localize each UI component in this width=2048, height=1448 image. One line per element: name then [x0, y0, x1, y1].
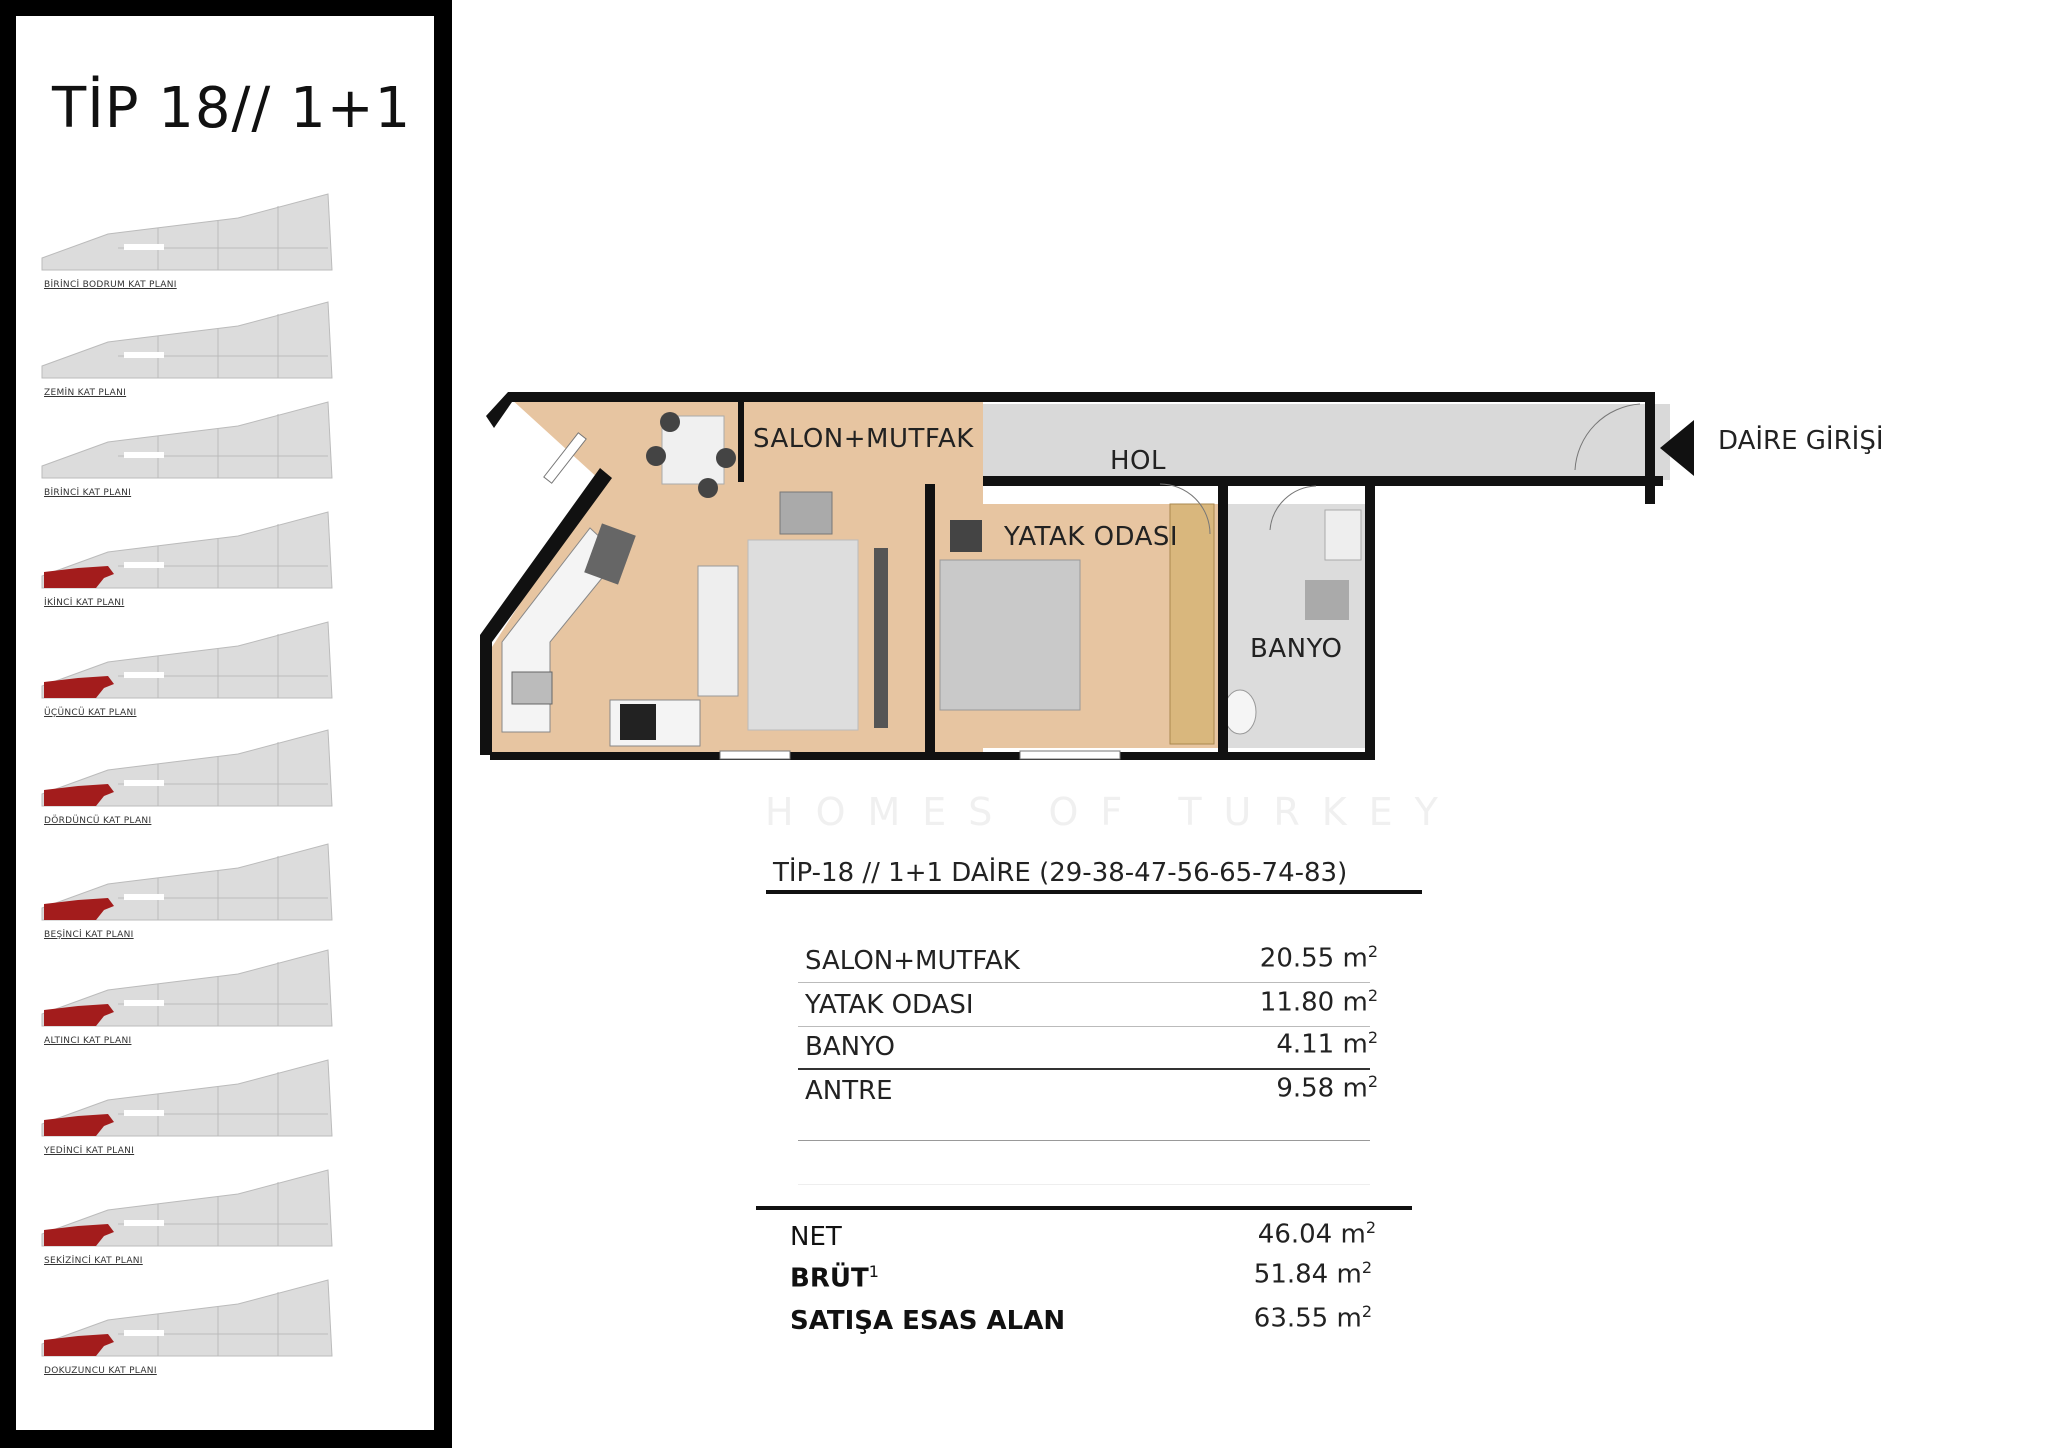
floor-plan-label: BİRİNCİ BODRUM KAT PLANI — [44, 280, 177, 290]
floor-plan-label: ÜÇÜNCÜ KAT PLANI — [44, 708, 137, 718]
tv-unit-icon — [874, 548, 888, 728]
key-plan-drawing — [38, 396, 348, 486]
sale-area-value: 63.55 $m^2$ — [1253, 1302, 1372, 1334]
unit-type-title: TİP 18// 1+1 — [52, 76, 412, 141]
floor-key-plan — [38, 1274, 348, 1384]
floor-key-plan — [38, 296, 348, 406]
room-label-yatak: YATAK ODASI — [1004, 522, 1179, 552]
washbasin-icon — [1325, 510, 1361, 560]
floor-plan-label: YEDİNCİ KAT PLANI — [44, 1146, 135, 1156]
nightstand-icon — [950, 520, 982, 552]
window-icon — [720, 751, 790, 759]
key-plan-drawing — [38, 296, 348, 386]
floor-key-plan — [38, 944, 348, 1054]
area-row-rule — [798, 1026, 1370, 1027]
watermark: HOMES OF TURKEY — [765, 790, 1460, 834]
entry-label: DAİRE GİRİŞİ — [1718, 426, 1884, 456]
floor-key-plan — [38, 1054, 348, 1164]
key-plan-drawing — [38, 944, 348, 1034]
chair-icon — [716, 448, 736, 468]
chair-icon — [660, 412, 680, 432]
key-plan-drawing — [38, 188, 348, 278]
floor-key-plan — [38, 724, 348, 834]
floor-plan-label: ZEMİN KAT PLANI — [44, 388, 127, 398]
key-plan-drawing — [38, 1164, 348, 1254]
totals-rule — [756, 1206, 1412, 1210]
key-plan-drawing — [38, 724, 348, 814]
net-label: NET — [790, 1222, 842, 1252]
sink-icon — [512, 672, 552, 704]
sofa-icon — [698, 566, 738, 696]
armchair-icon — [780, 492, 832, 534]
floor-plan-label: DÖRDÜNCÜ KAT PLANI — [44, 816, 152, 826]
floor-key-plan — [38, 616, 348, 726]
brut-label: BRÜT$^1$ — [790, 1262, 879, 1294]
floor-plan-label: SEKİZİNCİ KAT PLANI — [44, 1256, 143, 1266]
title-rule — [766, 890, 1422, 894]
chair-icon — [646, 446, 666, 466]
brut-value: 51.84 $m^2$ — [1253, 1258, 1372, 1290]
floor-key-plan — [38, 838, 348, 948]
cooktop-icon — [620, 704, 656, 740]
chair-icon — [698, 478, 718, 498]
floor-key-plan — [38, 506, 348, 616]
floor-plan-label: DOKUZUNCU KAT PLANI — [44, 1366, 157, 1376]
toilet-icon — [1224, 690, 1256, 734]
key-plan-drawing — [38, 838, 348, 928]
area-row-name: SALON+MUTFAK — [805, 946, 1020, 976]
area-row-name: YATAK ODASI — [805, 990, 974, 1020]
entry-arrow-icon — [1660, 420, 1694, 476]
floor-plan-label: BEŞİNCİ KAT PLANI — [44, 930, 134, 940]
room-label-hol: HOL — [1110, 446, 1167, 476]
room-label-banyo: BANYO — [1250, 634, 1343, 664]
window-icon — [1020, 751, 1120, 759]
washing-machine-icon — [1305, 580, 1349, 620]
table-rule — [798, 1184, 1370, 1185]
bed-icon — [940, 560, 1080, 710]
key-plan-drawing — [38, 1274, 348, 1364]
area-row-value: 9.58 $m^2$ — [1276, 1072, 1378, 1104]
key-plan-drawing — [38, 506, 348, 596]
area-row-value: 11.80 $m^2$ — [1259, 986, 1378, 1018]
net-value: 46.04 $m^2$ — [1257, 1218, 1376, 1250]
floor-key-plan — [38, 396, 348, 506]
table-title: TİP-18 // 1+1 DAİRE (29-38-47-56-65-74-83) — [773, 858, 1348, 888]
rug-icon — [748, 540, 858, 730]
sale-area-label: SATIŞA ESAS ALAN — [790, 1306, 1066, 1336]
floor-key-plan — [38, 188, 348, 298]
key-plan-drawing — [38, 616, 348, 706]
floor-key-plan — [38, 1164, 348, 1274]
floor-plan — [480, 380, 1670, 760]
key-plan-drawing — [38, 1054, 348, 1144]
room-label-salon: SALON+MUTFAK — [753, 424, 974, 454]
area-row-name: BANYO — [805, 1032, 895, 1062]
floor-plan-label: BİRİNCİ KAT PLANI — [44, 488, 132, 498]
table-rule — [798, 1140, 1370, 1141]
panel-divider — [434, 0, 452, 1448]
floor-plan-label: ALTINCI KAT PLANI — [44, 1036, 132, 1046]
area-row-rule — [798, 982, 1370, 983]
area-row-name: ANTRE — [805, 1076, 893, 1106]
floor-plan-drawing — [480, 380, 1670, 760]
area-row-value: 20.55 $m^2$ — [1259, 942, 1378, 974]
floor-plan-label: İKİNCİ KAT PLANI — [44, 598, 125, 608]
hall-floor — [983, 404, 1670, 480]
area-row-rule — [798, 1068, 1370, 1070]
area-row-value: 4.11 $m^2$ — [1276, 1028, 1378, 1060]
